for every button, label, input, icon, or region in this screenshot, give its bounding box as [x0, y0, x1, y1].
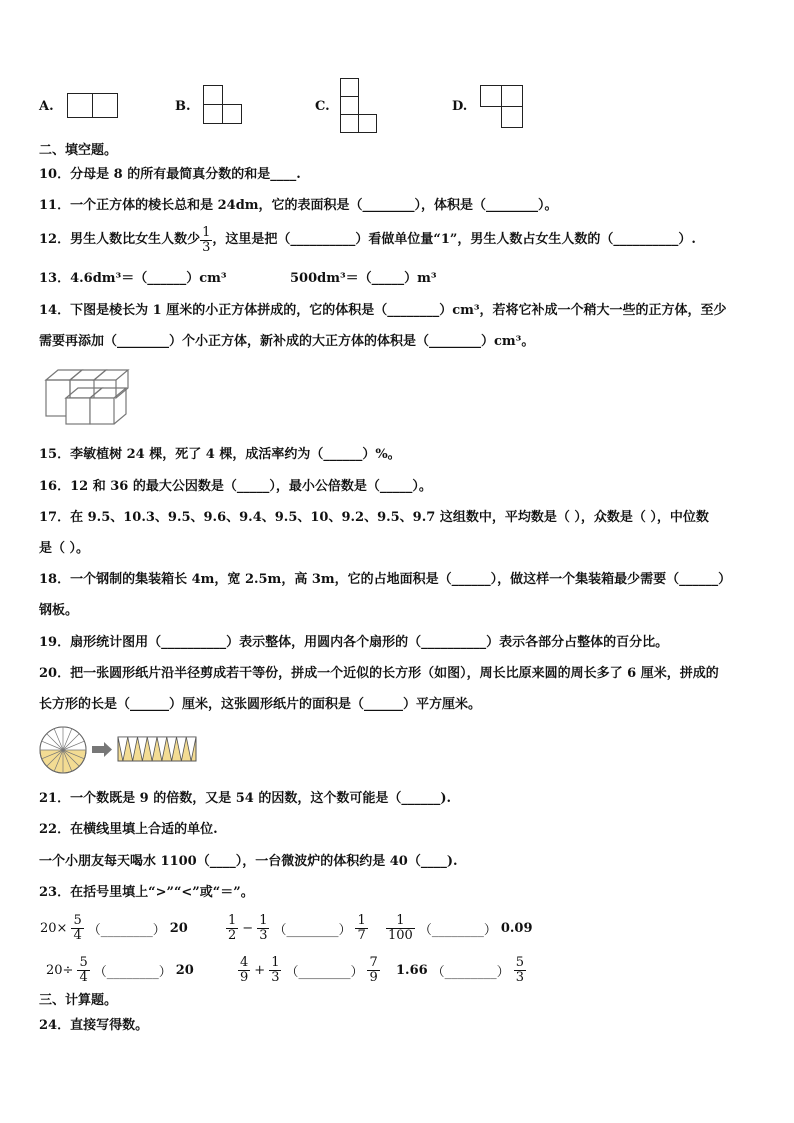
fraction-denominator: 4 [73, 927, 82, 943]
question-12-text-b: ，这里是把（__________）看做单位量“1”，男生人数占女生人数的（__________）. [212, 232, 696, 247]
option-d-label: D. [452, 99, 468, 114]
question-10: 10．分母是 8 的所有最简真分数的和是____. [39, 167, 301, 182]
fraction [355, 914, 367, 943]
compare-r1c3 [386, 910, 533, 946]
expr-text: 1.66 [396, 962, 428, 978]
option-a-label: A. [39, 99, 54, 114]
question-18-line-2: 钢板。 [39, 603, 79, 618]
option-d-figure [480, 85, 526, 129]
fraction [514, 956, 526, 985]
fraction-numerator: 1 [202, 224, 211, 240]
answer-blank[interactable]: （________） [273, 922, 352, 938]
expr-text: 20× [40, 920, 68, 936]
compare-r1c2 [226, 910, 368, 946]
question-17-line-2: 是（ ）。 [39, 541, 90, 556]
fraction-denominator: 9 [240, 969, 249, 985]
question-13-part-b: 500dm³＝（_____）m³ [290, 271, 437, 286]
fraction-denominator: 2 [228, 927, 237, 943]
question-13-part-a: 13．4.6dm³＝（______）cm³ [39, 271, 227, 286]
fraction-numerator: 7 [369, 954, 378, 970]
question-16: 16．12 和 36 的最大公因数是（_____），最小公倍数是（_____）。 [39, 479, 432, 494]
option-b-figure [203, 85, 243, 125]
question-20-line-2: 长方形的长是（______）厘米，这张圆形纸片的面积是（______）平方厘米。 [39, 697, 482, 712]
cube-stack-figure [44, 366, 130, 428]
answer-blank[interactable]: （________） [93, 964, 172, 980]
fraction-numerator: 5 [73, 912, 82, 928]
fraction-numerator: 1 [271, 954, 280, 970]
expr-text: 20 [169, 920, 188, 936]
fraction-numerator: 1 [357, 912, 366, 928]
fraction [71, 914, 83, 943]
fraction-denominator: 9 [369, 969, 378, 985]
fraction [386, 914, 415, 943]
question-12 [39, 222, 696, 258]
option-c-label: C. [315, 99, 330, 114]
question-12-fraction [200, 226, 212, 255]
question-21: 21．一个数既是 9 的倍数，又是 54 的因数，这个数可能是（______). [39, 791, 452, 806]
fraction-numerator: 4 [240, 954, 249, 970]
question-20-line-1: 20．把一张圆形纸片沿半径剪成若干等份，拼成一个近似的长方形（如图），周长比原来圆的周长多了 6 厘米，拼成的 [39, 666, 719, 681]
question-24: 24．直接写得数。 [39, 1018, 149, 1033]
fraction [257, 914, 269, 943]
fraction-numerator: 1 [386, 914, 415, 929]
fraction-denominator: 3 [515, 969, 524, 985]
question-19: 19．扇形统计图用（__________）表示整体，用圆内各个扇形的（__________）表示各部分占整体的百分比。 [39, 635, 669, 650]
option-c-figure [340, 78, 380, 134]
circle-to-rectangle-figure [38, 725, 198, 775]
question-14-line-1: 14．下图是棱长为 1 厘米的小正方体拼成的，它的体积是（________）cm³，若将它补成一个稍大一些的正方体，至少 [39, 303, 727, 318]
fraction-numerator: 1 [259, 912, 268, 928]
expr-text: 20÷ [46, 962, 74, 978]
question-18-line-1: 18．一个钢制的集装箱长 4m，宽 2.5m，高 3m，它的占地面积是（______），做这样一个集装箱最少需要（______） [39, 572, 732, 587]
question-23-title: 23．在括号里填上“>”“<”或“＝”。 [39, 885, 254, 900]
answer-blank[interactable]: （________） [87, 922, 166, 938]
fraction-numerator: 5 [515, 954, 524, 970]
fraction [77, 956, 89, 985]
fraction-denominator: 3 [259, 927, 268, 943]
fraction [238, 956, 250, 985]
fraction-denominator: 3 [202, 239, 211, 255]
question-15: 15．李敏植树 24 棵，死了 4 棵，成活率约为（______）%。 [39, 447, 401, 462]
fraction-denominator: 100 [388, 927, 413, 943]
expr-text: 20 [175, 962, 194, 978]
operator: − [242, 920, 254, 936]
fraction-numerator: 5 [79, 954, 88, 970]
compare-r1c1 [40, 910, 188, 946]
question-11: 11．一个正方体的棱长总和是 24dm，它的表面积是（________），体积是（________）。 [39, 198, 558, 213]
answer-blank[interactable]: （________） [431, 964, 510, 980]
fraction-denominator: 4 [79, 969, 88, 985]
answer-blank[interactable]: （________） [285, 964, 364, 980]
fraction-numerator: 1 [228, 912, 237, 928]
compare-r2c3 [396, 952, 526, 988]
operator: + [254, 962, 266, 978]
question-14-line-2: 需要再添加（________）个小正方体，新补成的大正方体的体积是（________）cm³。 [39, 334, 535, 349]
option-a-figure [67, 93, 119, 119]
fraction [269, 956, 281, 985]
compare-r2c2 [238, 952, 380, 988]
fraction [226, 914, 238, 943]
question-12-text-a: 12．男生人数比女生人数少 [39, 232, 201, 247]
option-b-label: B. [175, 99, 191, 114]
answer-blank[interactable]: （________） [418, 922, 497, 938]
question-17-line-1: 17．在 9.5、10.3、9.5、9.6、9.4、9.5、10、9.2、9.5、9.7 这组数中，平均数是（ ），众数是（ ），中位数 [39, 510, 709, 525]
question-22-line-1: 22．在横线里填上合适的单位. [39, 822, 218, 837]
section-fill-heading: 二、填空题。 [39, 143, 118, 158]
fraction-denominator: 3 [271, 969, 280, 985]
fraction-denominator: 7 [357, 927, 366, 943]
compare-r2c1 [46, 952, 194, 988]
expr-text: 0.09 [500, 920, 533, 936]
question-22-line-2: 一个小朋友每天喝水 1100（____），一台微波炉的体积约是 40（____). [39, 854, 458, 869]
fraction [367, 956, 379, 985]
section-calc-heading: 三、计算题。 [39, 993, 118, 1008]
